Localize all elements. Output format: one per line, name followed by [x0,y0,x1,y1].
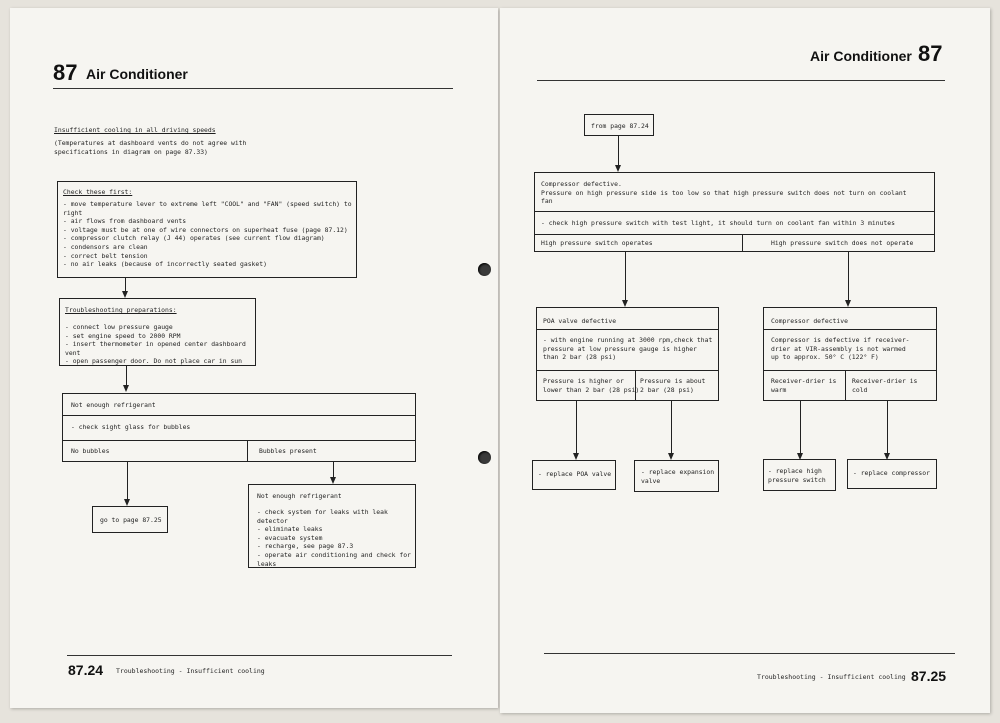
flow-arrow-line [800,401,801,454]
divider [537,329,718,330]
prep-item: - open passenger door. Do not place car in sun [65,357,255,366]
binder-hole [478,263,491,276]
divider [63,440,415,441]
compressor-pressure-title: Compressor defective. Pressure on high pressure side is too low so that high pressure switch does not turn on coolant fan [541,180,907,206]
section-note: (Temperatures at dashboard vents do not agree with specifications in diagram on page 87.33) [54,139,247,156]
right-page [500,8,990,713]
check-item: - voltage must be at one of wire connectors on superheat fuse (page 87.12) [63,226,353,235]
leak-item: - eliminate leaks [257,525,415,534]
flow-arrow-head [330,477,336,484]
leak-item: - operate air conditioning and check for leaks [257,551,415,568]
divider [845,370,846,400]
prep-list [65,323,255,366]
flow-arrow-line [625,252,626,302]
poa-left-result: Pressure is higher or lower than 2 bar (28 psi) [543,377,640,394]
divider [535,211,934,212]
check-first-list [63,200,353,269]
page-header-title: Air Conditioner [86,66,188,82]
flow-arrow-head [845,300,851,307]
compressor-pressure-action: - check high pressure switch with test light, it should turn on coolant fan within 3 minutes [541,219,895,227]
divider [764,370,936,371]
flow-arrow-head [122,291,128,298]
flow-arrow-head [622,300,628,307]
refrigerant-box [62,393,416,462]
flow-arrow-line [127,462,128,500]
leak-item: - check system for leaks with leak detector [257,508,415,525]
check-item: - correct belt tension [63,252,353,261]
leak-box [248,484,416,568]
goto-box [92,506,168,533]
prep-item: - connect low pressure gauge [65,323,255,332]
header-rule [537,80,945,81]
header-rule [53,88,453,89]
page-number: 87.24 [68,662,104,678]
section-title: Insufficient cooling in all driving speeds [54,126,216,134]
replace-expansion-box [634,460,719,492]
replace-switch-label: - replace high pressure switch [768,467,826,484]
footer-rule [67,655,452,656]
poa-title: POA valve defective [543,317,617,325]
check-item: - condensors are clean [63,243,353,252]
compressor-right-result: Receiver-drier is cold [852,377,918,394]
divider [535,234,934,235]
from-page-box [584,114,654,136]
replace-compressor-label: - replace compressor [853,469,930,477]
prep-item: - set engine speed to 2000 RPM [65,332,255,341]
page-header-number: 87 [918,41,943,66]
switch-operates-label: High pressure switch operates [541,239,653,247]
compressor-pressure-box [534,172,935,252]
poa-right-result: Pressure is about 2 bar (28 psi) [640,377,706,394]
flow-arrow-line [618,136,619,166]
check-item: - air flows from dashboard vents [63,217,353,226]
replace-poa-box [532,460,616,490]
flow-arrow-head [615,165,621,172]
binder-hole [478,451,491,464]
divider [63,415,415,416]
from-page-label: from page 87.24 [591,122,649,130]
compressor-left-result: Receiver-drier is warm [771,377,837,394]
bubbles-present-label: Bubbles present [259,447,317,455]
compressor-defective-action: Compressor is defective if receiver- drier at VIR-assembly is not warmed up to approx. 50° C (122° F) [771,336,910,362]
flow-arrow-head [123,385,129,392]
divider [742,234,743,251]
no-bubbles-label: No bubbles [71,447,110,455]
compressor-defective-box [763,307,937,401]
flow-arrow-line [333,462,334,478]
prep-box [59,298,256,366]
check-item: - move temperature lever to extreme left "COOL" and "FAN" (speed switch) to right [63,200,353,217]
page-header-title: Air Conditioner [810,48,912,64]
flow-arrow-head [668,453,674,460]
check-item: - compressor clutch relay (J 44) operates (see current flow diagram) [63,234,353,243]
footer-text: Troubleshooting - Insufficient cooling [757,673,906,681]
check-item: - no air leaks (because of incorrectly seated gasket) [63,260,353,269]
replace-expansion-label: - replace expansion valve [641,468,715,485]
leak-list [257,508,415,568]
compressor-defective-title: Compressor defective [771,317,848,325]
flow-arrow-line [126,366,127,386]
divider [537,370,718,371]
footer-rule [544,653,955,654]
divider [764,329,936,330]
flow-arrow-line [848,252,849,302]
switch-not-operates-label: High pressure switch does not operate [771,239,914,247]
prep-item: - insert thermometer in opened center dashboard vent [65,340,255,357]
refrigerant-action: - check sight glass for bubbles [71,423,191,431]
footer-text: Troubleshooting - Insufficient cooling [116,667,265,675]
flow-arrow-line [125,278,126,292]
page-number: 87.25 [911,668,947,684]
flow-arrow-head [124,499,130,506]
divider [247,440,248,461]
leak-title: Not enough refrigerant [257,492,342,500]
refrigerant-title: Not enough refrigerant [71,401,156,409]
flow-arrow-line [671,401,672,454]
check-first-box [57,181,357,278]
page-header-number: 87 [53,60,78,85]
prep-title: Troubleshooting preparations: [65,306,177,314]
left-page [10,8,498,708]
leak-item: - evacuate system [257,534,415,543]
flow-arrow-head [573,453,579,460]
poa-action: - with engine running at 3000 rpm,check that pressure at low pressure gauge is higher than 2 bar (28 psi) [543,336,713,362]
flow-arrow-line [887,401,888,454]
check-first-title: Check these first: [63,188,133,196]
replace-poa-label: - replace POA valve [538,470,612,478]
goto-label: go to page 87.25 [100,516,162,524]
replace-compressor-box [847,459,937,489]
poa-box [536,307,719,401]
leak-item: - recharge, see page 87.3 [257,542,415,551]
flow-arrow-line [576,401,577,454]
replace-switch-box [763,459,836,491]
